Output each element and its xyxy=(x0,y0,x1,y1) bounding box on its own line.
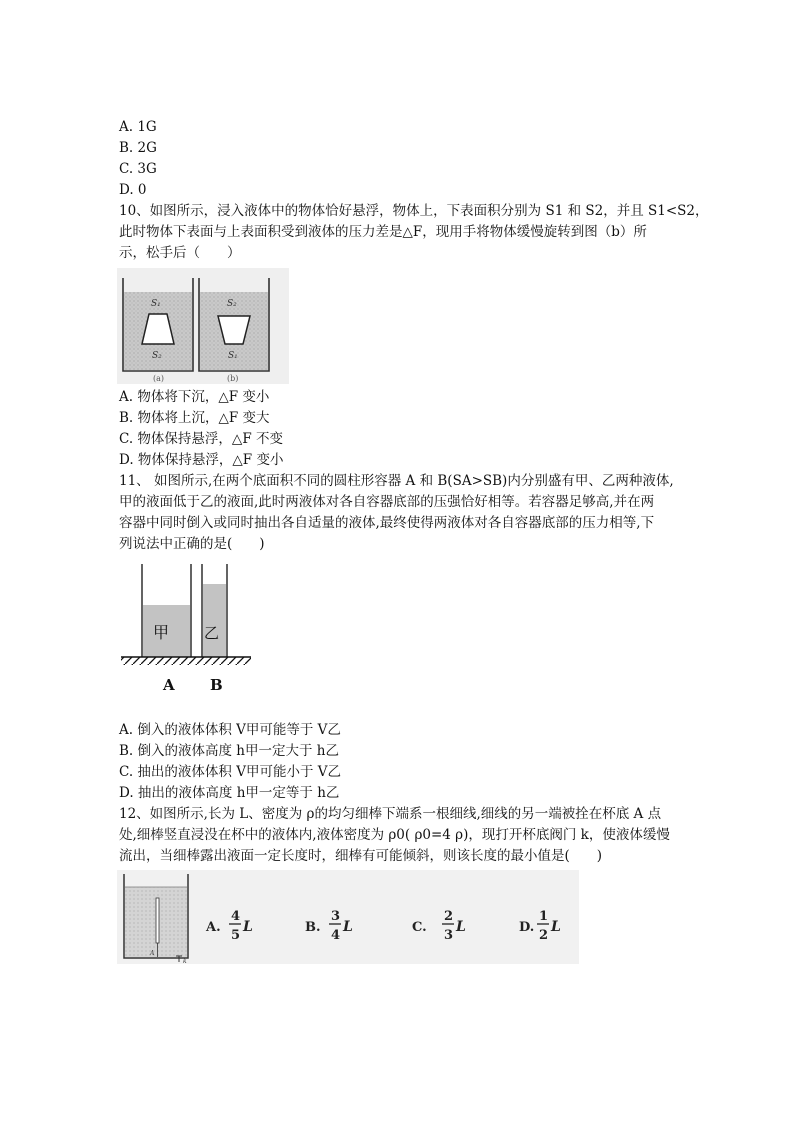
q12-option-b-num: 3 xyxy=(331,909,341,924)
q12-option-c-label: C. xyxy=(412,920,427,935)
q11-option-d: D. 抽出的液体高度 h甲一定等于 h乙 xyxy=(119,785,340,801)
q10-figure xyxy=(117,268,289,384)
q11-option-b: B. 倒入的液体高度 h甲一定大于 h乙 xyxy=(119,743,339,759)
q9-option-d: D. 0 xyxy=(119,182,147,198)
label-a: (a) xyxy=(153,374,165,383)
q11-stem-line-1: 11、 如图所示,在两个底面积不同的圆柱形容器 A 和 B(SA>SB)内分别盛有甲、乙两种液体, xyxy=(119,473,674,489)
q12-option-c-var: L xyxy=(456,919,466,935)
container-a-label: A xyxy=(163,676,175,694)
container-b-label: B xyxy=(210,676,223,694)
q12-stem-line-2: 处,细棒竖直浸没在杯中的液体内,液体密度为 ρ0( ρ0=4 ρ)，现打开杯底阀门 k，使液体缓慢 xyxy=(119,827,670,843)
q12-option-a-var: L xyxy=(243,919,253,935)
q10-option-b: B. 物体将上沉，△F 变大 xyxy=(119,410,270,426)
q12-option-c-num: 2 xyxy=(444,909,454,924)
q10-option-c: C. 物体保持悬浮，△F 不变 xyxy=(119,431,283,447)
q9-option-a: A. 1G xyxy=(119,119,157,135)
q12-option-c-den: 3 xyxy=(444,928,454,943)
q10-option-d: D. 物体保持悬浮，△F 变小 xyxy=(119,452,284,468)
q11-option-c: C. 抽出的液体体积 V甲可能小于 V乙 xyxy=(119,764,342,780)
q9-option-c: C. 3G xyxy=(119,161,157,177)
label-s1-b: S₁ xyxy=(228,351,238,361)
q12-figure xyxy=(117,870,579,964)
valve-label: k xyxy=(183,958,187,964)
q10-stem-line-2: 此时物体下表面与上表面积受到液体的压力差是△F，现用手将物体缓慢旋转到图（b）所 xyxy=(119,224,647,240)
q12-stem-line-1: 12、如图所示,长为 L、密度为 ρ的均匀细棒下端系一根细线,细线的另一端被拴在杯底 A 点 xyxy=(119,806,662,822)
q10-stem-line-3: 示，松手后（ ） xyxy=(119,245,241,261)
q12-option-b-var: L xyxy=(343,919,353,935)
q9-option-b: B. 2G xyxy=(119,140,157,156)
q12-option-d-label: D. xyxy=(519,920,535,935)
q12-option-d-var: L xyxy=(551,919,561,935)
q11-option-a: A. 倒入的液体体积 V甲可能等于 V乙 xyxy=(119,722,341,738)
q12-option-d-num: 1 xyxy=(539,909,549,924)
q12-option-b-label: B. xyxy=(305,920,321,935)
q11-stem-line-4: 列说法中正确的是( ) xyxy=(119,536,265,552)
q11-stem-line-2: 甲的液面低于乙的液面,此时两液体对各自容器底部的压强恰好相等。若容器足够高,并在两 xyxy=(119,494,655,510)
label-s2-b: S₂ xyxy=(227,299,237,309)
q10-stem-line-1: 10、如图所示，浸入液体中的物体恰好悬浮，物体上，下表面积分别为 S1 和 S2，并且 S1<S2， xyxy=(119,203,709,219)
label-s1-a: S₁ xyxy=(151,299,161,309)
liquid-yi xyxy=(203,584,226,657)
liquid-jia-label: 甲 xyxy=(153,623,170,642)
q12-option-b-den: 4 xyxy=(331,928,341,943)
q12-option-d-den: 2 xyxy=(539,928,549,943)
label-b: (b) xyxy=(227,374,239,383)
q11-figure xyxy=(117,560,257,700)
point-a-label: A xyxy=(150,950,155,957)
q12-stem-line-3: 流出，当细棒露出液面一定长度时，细棒有可能倾斜，则该长度的最小值是( ) xyxy=(119,848,603,864)
q12-option-a-label: A. xyxy=(206,920,221,935)
liquid-yi-label: 乙 xyxy=(204,624,220,642)
q12-option-a-num: 4 xyxy=(231,909,241,924)
thin-rod xyxy=(156,898,159,943)
ground-hatch xyxy=(121,657,251,665)
q10-option-a: A. 物体将下沉，△F 变小 xyxy=(119,389,270,405)
q11-stem-line-3: 容器中同时倒入或同时抽出各自适量的液体,最终使得两液体对各自容器底部的压力相等,下 xyxy=(119,515,655,531)
label-s2-a: S₂ xyxy=(152,351,162,361)
q12-option-a-den: 5 xyxy=(231,928,241,943)
